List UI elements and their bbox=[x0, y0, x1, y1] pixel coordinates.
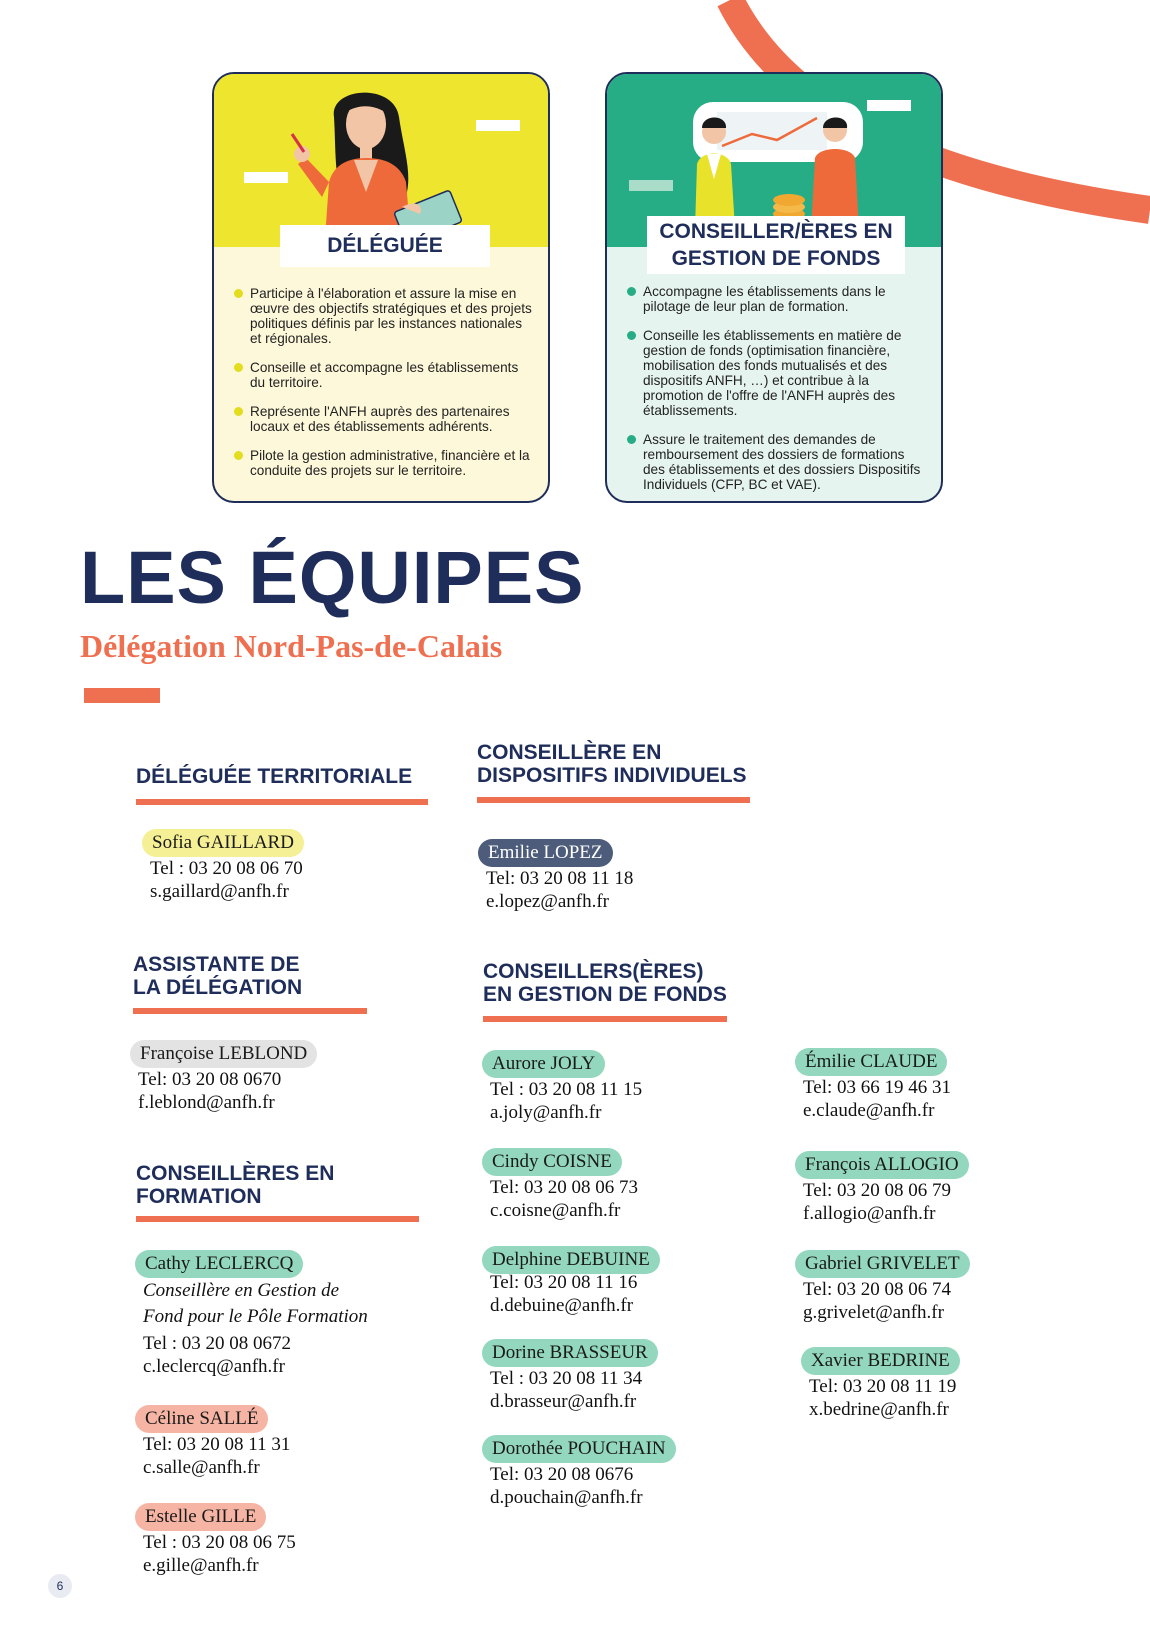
card-conseillers-title: CONSEILLER/ÈRES EN GESTION DE FONDS bbox=[647, 216, 905, 274]
contact-phone: Tel: 03 20 08 11 31 bbox=[143, 1434, 291, 1455]
contact-phone: Tel: 03 20 08 0676 bbox=[490, 1464, 634, 1485]
contact-name: Françoise LEBLOND bbox=[130, 1040, 317, 1068]
contact-email: c.leclercq@anfh.fr bbox=[143, 1356, 285, 1377]
section-heading-gestion-fonds: CONSEILLERS(ÈRES) EN GESTION DE FONDS bbox=[483, 960, 727, 1006]
contact-email: d.brasseur@anfh.fr bbox=[490, 1391, 637, 1412]
section-rule bbox=[136, 799, 428, 805]
contact-name: Cindy COISNE bbox=[482, 1148, 622, 1176]
contact-card bbox=[482, 1050, 642, 1124]
contact-name: Estelle GILLE bbox=[135, 1503, 266, 1531]
section-heading-dispositifs: CONSEILLÈRE EN DISPOSITIFS INDIVIDUELS bbox=[477, 741, 747, 787]
list-item: Pilote la gestion administrative, financière et la conduite des projets sur le territoire. bbox=[234, 448, 534, 478]
section-heading-conseilleres-formation: CONSEILLÈRES EN FORMATION bbox=[136, 1162, 335, 1208]
card-deleguee bbox=[212, 72, 550, 503]
section-heading-assistante: ASSISTANTE DE LA DÉLÉGATION bbox=[133, 953, 303, 999]
contact-email: f.allogio@anfh.fr bbox=[803, 1203, 936, 1224]
contact-name: François ALLOGIO bbox=[795, 1151, 969, 1179]
bullet-icon bbox=[627, 331, 636, 340]
contact-card bbox=[482, 1435, 676, 1509]
bullet-icon bbox=[627, 287, 636, 296]
contact-phone: Tel : 03 20 08 0672 bbox=[143, 1333, 292, 1354]
contact-card bbox=[801, 1347, 960, 1421]
contact-card bbox=[795, 1250, 970, 1324]
contact-email: d.debuine@anfh.fr bbox=[490, 1295, 634, 1316]
contact-phone: Tel: 03 20 08 11 19 bbox=[809, 1376, 957, 1397]
contact-phone: Tel: 03 20 08 06 79 bbox=[803, 1180, 952, 1201]
contact-phone: Tel: 03 20 08 0670 bbox=[138, 1069, 282, 1090]
contact-card bbox=[135, 1250, 368, 1378]
contact-email: g.grivelet@anfh.fr bbox=[803, 1302, 944, 1323]
team-chart-illustration bbox=[677, 94, 887, 229]
contact-email: c.coisne@anfh.fr bbox=[490, 1200, 621, 1221]
subtitle-underline bbox=[84, 688, 160, 703]
contact-card bbox=[795, 1151, 969, 1225]
contact-name: Aurore JOLY bbox=[482, 1050, 605, 1078]
contact-email: x.bedrine@anfh.fr bbox=[809, 1399, 949, 1420]
bullet-icon bbox=[234, 363, 243, 372]
list-item: Conseille et accompagne les établissements du territoire. bbox=[234, 360, 534, 390]
contact-email: e.lopez@anfh.fr bbox=[486, 891, 609, 912]
contact-phone: Tel: 03 66 19 46 31 bbox=[803, 1077, 952, 1098]
contact-phone: Tel : 03 20 08 11 34 bbox=[490, 1368, 643, 1389]
contact-name: Sofia GAILLARD bbox=[142, 829, 304, 857]
contact-card bbox=[135, 1503, 296, 1577]
contact-card bbox=[478, 839, 633, 913]
bullet-icon bbox=[234, 451, 243, 460]
contact-phone: Tel: 03 20 08 11 18 bbox=[486, 868, 634, 889]
contact-email: c.salle@anfh.fr bbox=[143, 1457, 260, 1478]
contact-card bbox=[135, 1405, 290, 1479]
list-item: Assure le traitement des demandes de remboursement des dossiers de formations des établissements et des dossiers Dispositifs Individuels (CFP, BC et VAE). bbox=[627, 432, 927, 492]
contact-email: s.gaillard@anfh.fr bbox=[150, 881, 289, 902]
contact-phone: Tel : 03 20 08 06 70 bbox=[150, 858, 303, 879]
contact-phone: Tel : 03 20 08 11 15 bbox=[490, 1079, 643, 1100]
section-rule bbox=[136, 1216, 419, 1222]
contact-phone: Tel: 03 20 08 11 16 bbox=[490, 1272, 638, 1293]
contact-phone: Tel: 03 20 08 06 74 bbox=[803, 1279, 952, 1300]
card-conseillers-list bbox=[627, 284, 927, 503]
decor-bar bbox=[476, 120, 520, 131]
page-title: LES ÉQUIPES bbox=[80, 536, 585, 619]
page-subtitle: Délégation Nord-Pas-de-Calais bbox=[80, 628, 503, 664]
list-item: Conseille les établissements en matière de gestion de fonds (optimisation financière, mobilisation des fonds mutualisés et des dispositifs ANFH, …) et contribue à la promotion de l'offre de l'ANFH auprès des établissements. bbox=[627, 328, 927, 418]
list-item: Accompagne les établissements dans le pilotage de leur plan de formation. bbox=[627, 284, 927, 314]
contact-phone: Tel : 03 20 08 06 75 bbox=[143, 1532, 296, 1553]
section-rule bbox=[477, 797, 750, 803]
card-conseillers bbox=[605, 72, 943, 503]
contact-name: Dorothée POUCHAIN bbox=[482, 1435, 676, 1463]
contact-name: Cathy LECLERCQ bbox=[135, 1250, 303, 1278]
bullet-icon bbox=[234, 407, 243, 416]
card-deleguee-title: DÉLÉGUÉE bbox=[280, 225, 490, 267]
section-heading-deleguee-territoriale: DÉLÉGUÉE TERRITORIALE bbox=[136, 765, 413, 788]
bullet-icon bbox=[627, 435, 636, 444]
card-deleguee-banner bbox=[214, 74, 548, 247]
contact-role: Fond pour le Pôle Formation bbox=[143, 1306, 368, 1327]
page-number: 6 bbox=[48, 1574, 72, 1598]
decor-bar bbox=[629, 180, 673, 191]
contact-email: d.pouchain@anfh.fr bbox=[490, 1487, 643, 1508]
contact-email: e.gille@anfh.fr bbox=[143, 1555, 259, 1576]
contact-card bbox=[482, 1148, 638, 1222]
contact-card bbox=[795, 1048, 951, 1122]
contact-card bbox=[130, 1040, 317, 1114]
contact-name: Céline SALLÉ bbox=[135, 1405, 268, 1433]
contact-role: Conseillère en Gestion de bbox=[143, 1280, 340, 1301]
contact-name: Xavier BEDRINE bbox=[801, 1347, 960, 1375]
contact-email: f.leblond@anfh.fr bbox=[138, 1092, 275, 1113]
bullet-icon bbox=[234, 289, 243, 298]
contact-phone: Tel: 03 20 08 06 73 bbox=[490, 1177, 639, 1198]
contact-email: a.joly@anfh.fr bbox=[490, 1102, 602, 1123]
section-rule bbox=[483, 1016, 727, 1022]
contact-name: Gabriel GRIVELET bbox=[795, 1250, 970, 1278]
decorative-arc bbox=[0, 0, 1150, 260]
contact-card bbox=[482, 1339, 658, 1413]
contact-name: Dorine BRASSEUR bbox=[482, 1339, 658, 1367]
section-rule bbox=[133, 1008, 367, 1014]
contact-name: Emilie LOPEZ bbox=[478, 839, 613, 867]
contact-card bbox=[142, 829, 304, 903]
contact-name: Delphine DEBUINE bbox=[482, 1246, 660, 1274]
contact-name: Émilie CLAUDE bbox=[795, 1048, 947, 1076]
list-item: Participe à l'élaboration et assure la mise en œuvre des objectifs stratégiques et des projets politiques définis par les instances nationales et régionales. bbox=[234, 286, 534, 346]
contact-card bbox=[482, 1246, 660, 1317]
contact-email: e.claude@anfh.fr bbox=[803, 1100, 935, 1121]
card-deleguee-list bbox=[234, 286, 534, 492]
list-item: Représente l'ANFH auprès des partenaires locaux et des établissements adhérents. bbox=[234, 404, 534, 434]
